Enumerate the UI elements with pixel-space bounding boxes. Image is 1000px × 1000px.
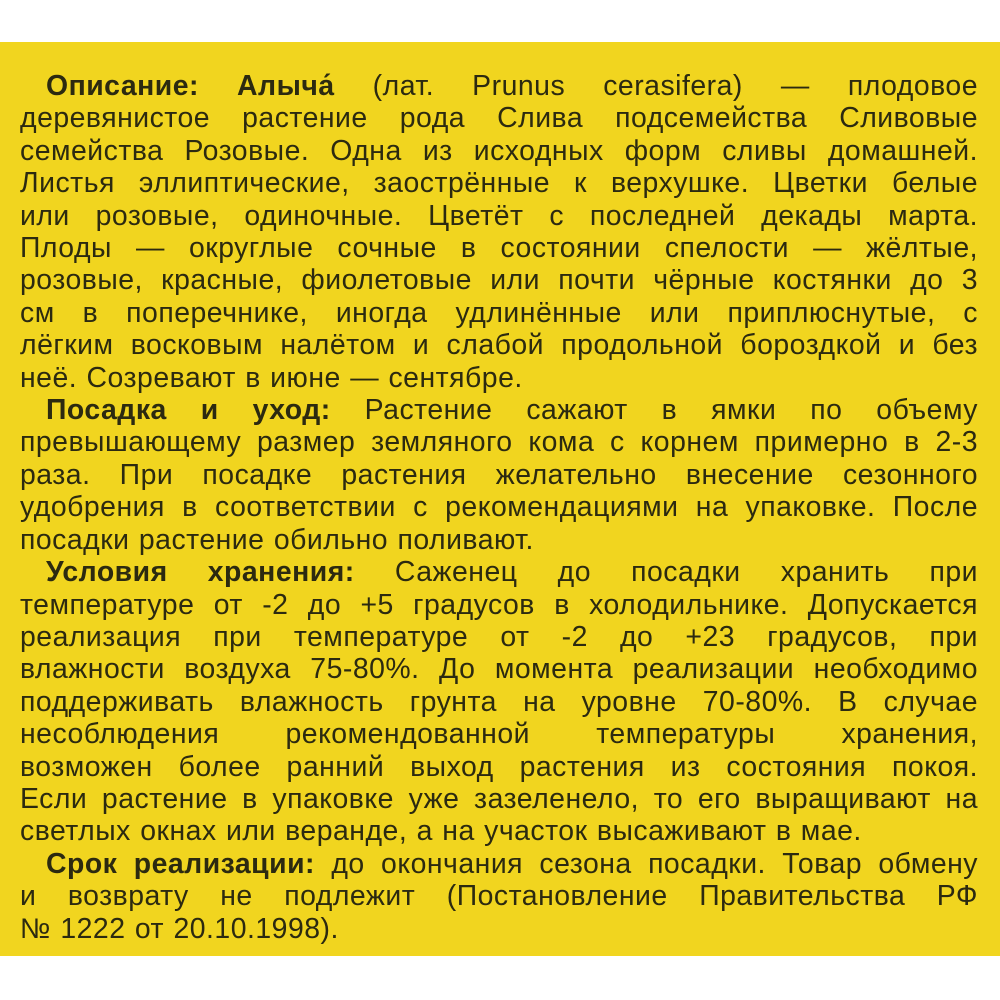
body-text: до окончания сезона посадки. Товар обмену [331, 847, 979, 880]
text-line [20, 589, 978, 621]
body-text: см в поперечнике, иногда удлинённые или приплюснутые, с [20, 296, 978, 329]
section-heading: Посадка и уход: [46, 394, 331, 427]
text-line [20, 459, 978, 491]
text-line [20, 718, 978, 750]
body-text: Плоды — округлые сочные в состоянии спелости — жёлтые, [20, 232, 978, 265]
text-line [20, 848, 978, 880]
text-line [20, 232, 978, 264]
body-text: влажности воздуха 75-80%. До момента реализации необходимо [20, 653, 978, 686]
text-line [20, 815, 978, 847]
body-text: превышающему размер земляного кома с корнем примерно в 2-3 [20, 426, 978, 459]
text-line [20, 880, 978, 912]
body-text: розовые, красные, фиолетовые или почти чёрные костянки до 3 [20, 264, 978, 297]
text-line [20, 751, 978, 783]
text-line [20, 70, 978, 102]
text-line [20, 653, 978, 685]
section-heading: Срок реализации: [46, 847, 315, 880]
text-line [20, 491, 978, 523]
body-text: семейства Розовые. Одна из исходных форм сливы домашней. [20, 134, 978, 167]
label-text-block [20, 70, 978, 945]
body-text: раза. При посадке растения желательно внесение сезонного [20, 458, 978, 491]
text-line [20, 426, 978, 458]
text-line [20, 621, 978, 653]
body-text: № 1222 от 20.10.1998). [20, 912, 339, 945]
text-line [20, 394, 978, 426]
body-text: поддерживать влажность грунта на уровне 70-80%. В случае [20, 685, 978, 718]
body-text: температуре от -2 до +5 градусов в холодильнике. Допускается [20, 588, 978, 621]
body-text: Саженец до посадки хранить при [394, 556, 979, 589]
body-text: (лат. Prunus cerasifera) — плодовое [372, 70, 978, 102]
body-text: реализация при температуре от -2 до +23 градусов, при [20, 620, 978, 653]
body-text: посадки растение обильно поливают. [20, 523, 534, 556]
text-line [20, 167, 978, 199]
product-label-card [0, 42, 1000, 956]
section-description [20, 70, 978, 394]
body-text: светлых окнах или веранде, а на участок высаживают в мае. [20, 815, 862, 848]
text-line [20, 135, 978, 167]
text-line [20, 102, 978, 134]
text-line [20, 200, 978, 232]
body-text: деревянистое растение рода Слива подсемейства Сливовые [20, 102, 978, 135]
section-heading: Условия хранения: [46, 556, 355, 589]
text-line [20, 686, 978, 718]
section-sale-period [20, 848, 978, 945]
body-text: или розовые, одиночные. Цветёт с последней декады марта. [20, 199, 978, 232]
body-text: Растение сажают в ямки по объему [364, 394, 978, 427]
body-text: возможен более ранний выход растения из состояния покоя. [20, 750, 978, 783]
section-heading: Описание: Алыча́ [46, 70, 335, 102]
body-text: несоблюдения рекомендованной температуры хранения, [20, 718, 978, 751]
text-line [20, 913, 978, 945]
section-planting-care [20, 394, 978, 556]
body-text: неё. Созревают в июне — сентябре. [20, 361, 523, 394]
body-text: и возврату не подлежит (Постановление Правительства РФ [20, 880, 978, 913]
text-line [20, 329, 978, 361]
body-text: Листья эллиптические, заострённые к верхушке. Цветки белые [20, 167, 978, 200]
text-line [20, 297, 978, 329]
text-line [20, 556, 978, 588]
body-text: лёгким восковым налётом и слабой продольной бороздкой и без [20, 329, 978, 362]
body-text: удобрения в соответствии с рекомендациями на упаковке. После [20, 491, 978, 524]
body-text: Если растение в упаковке уже зазеленело, то его выращивают на [20, 782, 978, 815]
text-line [20, 524, 978, 556]
section-storage-conditions [20, 556, 978, 848]
text-line [20, 783, 978, 815]
text-line [20, 264, 978, 296]
text-line [20, 362, 978, 394]
